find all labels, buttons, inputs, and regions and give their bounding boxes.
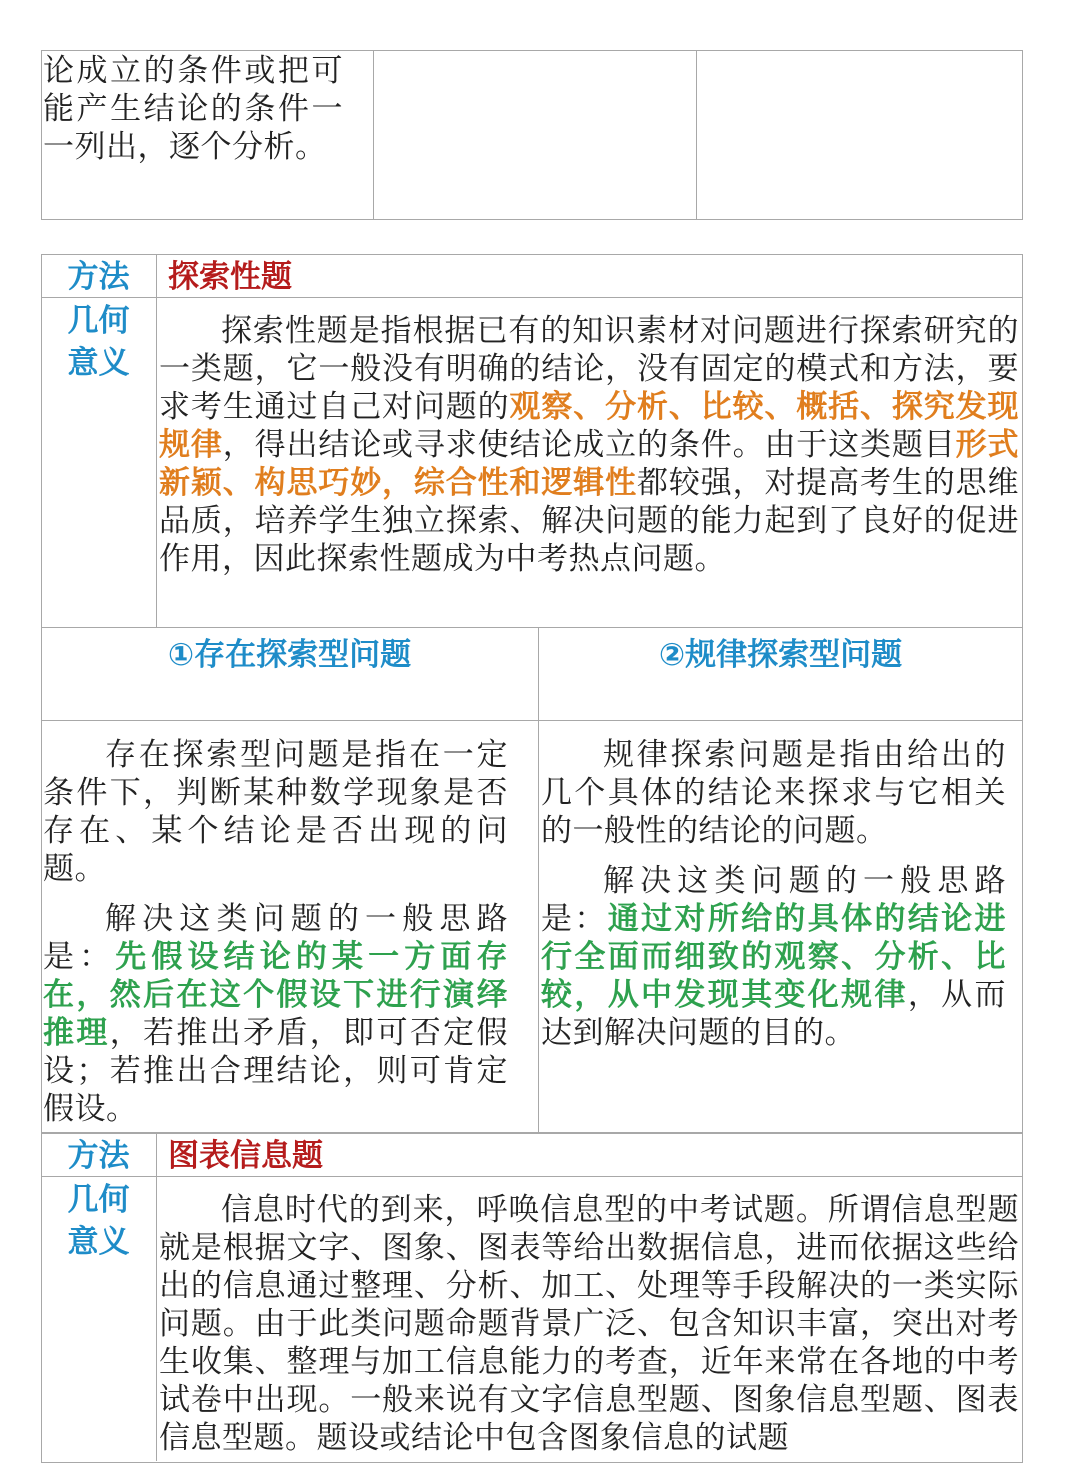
top-table-divider-1 <box>373 50 374 220</box>
section2-meaning-label-1: 几何 <box>67 1182 130 1218</box>
section1-body-part2: ，得出结论或寻求使结论成立的条件。由于这类题目 <box>222 427 956 463</box>
right-para2-start: 解决这类问题的一般思路是： <box>541 863 1006 937</box>
left-para2-end: ，若推出矛盾，即可否定假设；若推出合理结论，则可肯定假设。 <box>43 1015 509 1127</box>
section1-highlight1: 观察、分析、比较、概括、探究发现规律 <box>159 389 1020 463</box>
section1-meaning-label-1: 几何 <box>67 303 130 339</box>
section1-title: 探索性题 <box>168 259 292 295</box>
left-para1: 存在探索型问题是指在一定条件下，判断某种数学现象是否存在、某个结论是否出现的问题。 <box>43 737 508 887</box>
section2-label-column-divider <box>156 1133 157 1461</box>
section2-method-label: 方法 <box>67 1138 130 1174</box>
section1-body-part1: 探索性题是指根据已有的知识素材对问题进行探索研究的一类题，它一般没有明确的结论，没有固定的模式和方法，要求考生通过自己对问题的 <box>159 313 1019 425</box>
right-para2-end: ，从而达到解决问题的目的。 <box>541 977 1007 1051</box>
section1-method-label: 方法 <box>67 259 130 295</box>
section1-body <box>159 312 1019 578</box>
subsection-left-body <box>43 736 508 1128</box>
right-para1: 规律探索问题是指由给出的几个具体的结论来探求与它相关的一般性的结论的问题。 <box>541 737 1006 849</box>
section2-body-text: 信息时代的到来，呼唤信息型的中考试题。所谓信息型题就是根据文字、图象、图表等给出数据信息，进而依据这些给出的信息通过整理、分析、加工、处理等手段解决的一类实际问题。由于此类问题命题背景广泛、包含知识丰富，突出对考生收集、整理与加工信息能力的考查，近年来常在各地的中考试卷中出现。一般来说有文字信息型题、图象信息型题、图表信息型题。题设或结论中包含图象信息的试题 <box>159 1192 1019 1456</box>
section2-body <box>159 1191 1019 1459</box>
section1-meaning-label-2: 意义 <box>67 345 130 381</box>
subsection-right-body <box>541 736 1006 1052</box>
subsection-right-title: ②规律探索型问题 <box>658 637 903 673</box>
section2-header-divider <box>41 1176 1023 1177</box>
section1-header-divider <box>41 297 1023 298</box>
section2-meaning-label-2: 意义 <box>67 1224 130 1260</box>
section2-title: 图表信息题 <box>168 1138 323 1174</box>
section1-body-divider <box>41 627 1023 628</box>
subsection-title-divider <box>41 720 1023 721</box>
section1-body-part3: 都较强，对提高考生的思维品质，培养学生独立探索、解决问题的能力起到了良好的促进作用，因此探索性题成为中考热点问题。 <box>159 465 1020 577</box>
section1-highlight2: 形式新颖、构思巧妙，综合性和逻辑性 <box>159 427 1020 501</box>
left-para2-start: 解决这类问题的一般思路是： <box>43 901 508 975</box>
top-table-divider-2 <box>696 50 697 220</box>
top-table-cell-1 <box>43 52 343 166</box>
top-cell-text: 论成立的条件或把可能产生结论的条件一一列出，逐个分析。 <box>43 53 343 165</box>
section1-label-column-divider <box>156 254 157 627</box>
subsection-left-title: ①存在探索型问题 <box>167 637 412 673</box>
subsection-column-divider <box>538 627 539 1133</box>
right-para2-highlight: 通过对所给的具体的结论进行全面而细致的观察、分析、比较，从中发现其变化规律 <box>541 901 1007 1013</box>
left-para2-highlight: 先假设结论的某一方面存在，然后在这个假设下进行演绎推理 <box>43 939 508 1051</box>
